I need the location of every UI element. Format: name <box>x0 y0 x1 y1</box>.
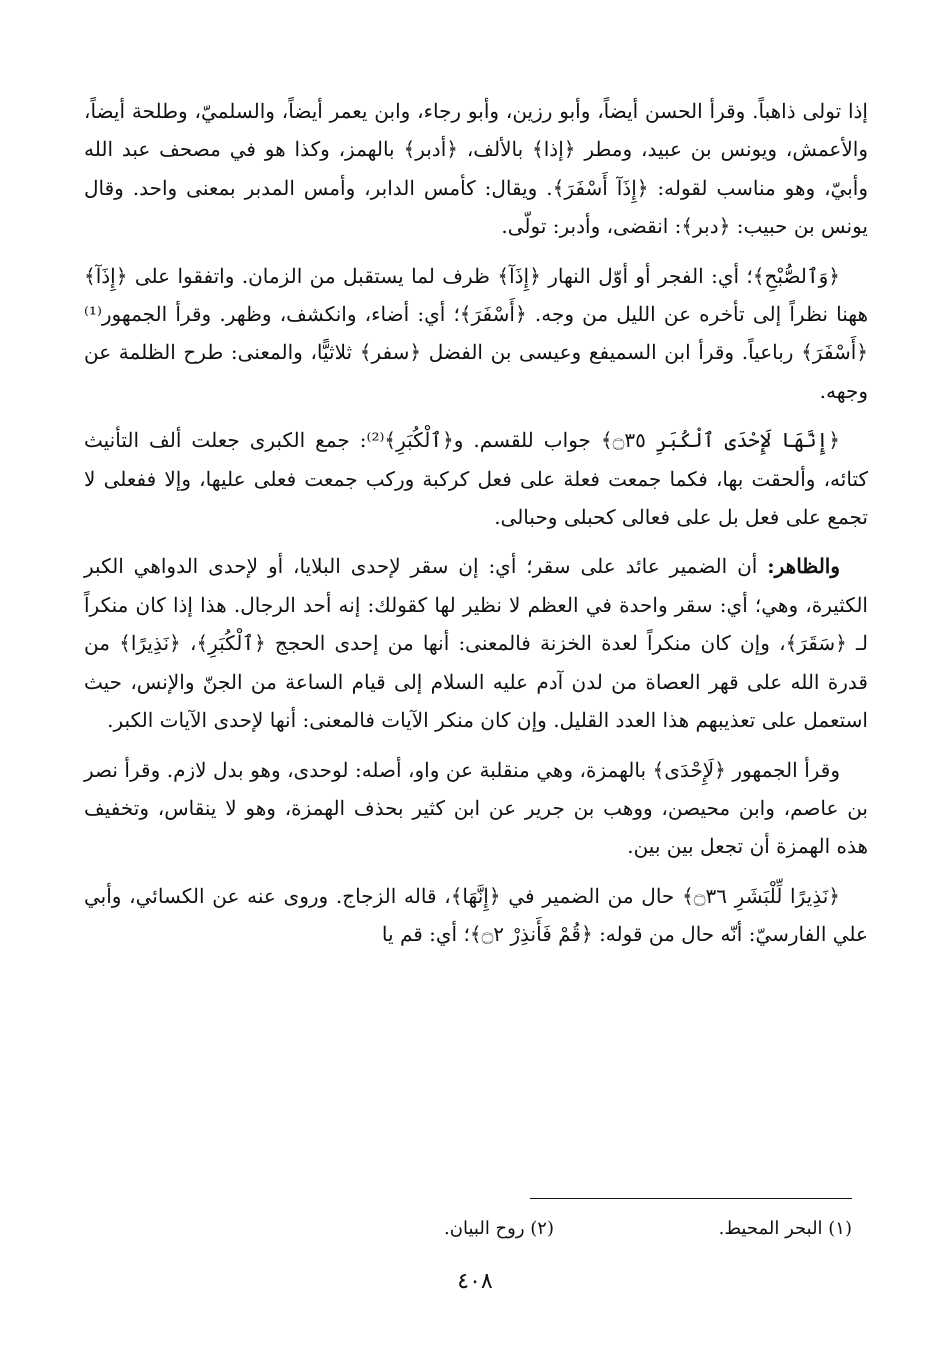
paragraph-3: ﴿إِنَّهَا لَإِحْدَى ٱلْكُبَرِ ۝٣٥﴾ جواب للقسم. و﴿ٱلْكُبَرِ﴾⁽²⁾: جمع الكبرى جعلت ألف التأنيث كتائه، وألحقت بها، فكما جمعت فعلة على فعل كركبة وركب جمعت فعلى عليها، وإلا ففعلى لا تجمع على فعل بل على فعالى كحبلى وحبالى. <box>84 428 868 530</box>
paragraph-6: ﴿نَذِيرًا لِّلْبَشَرِ ۝٣٦﴾ حال من الضمير في ﴿إِنَّهَا﴾، قاله الزجاج. وروى عنه عن الكسائي، وأبي علي الفارسيّ: أنّه حال من قوله: ﴿قُمْ فَأَنذِرْ ۝٢﴾؛ أي: قم يا <box>84 883 868 947</box>
footnote-2: (٢) روح البيان. <box>444 1218 554 1239</box>
footnotes <box>290 1212 852 1246</box>
footnote-1: (١) البحر المحيط. <box>718 1218 852 1239</box>
paragraph-2: ﴿وَٱلصُّبْحِ﴾؛ أي: الفجر أو أوّل النهار ﴿إِذَآ﴾ ظرف لما يستقبل من الزمان. واتفقوا على ﴿إِذَآ﴾ ههنا نظراً إلى تأخره عن الليل من وجه. ﴿أَسْفَرَ﴾؛ أي: أضاء، وانكشف، وظهر. وقرأ الجمهور⁽¹⁾ ﴿أَسْفَرَ﴾ رباعياً. وقرأ ابن السميفع وعيسى بن الفضل ﴿سفر﴾ ثلاثيًّا، والمعنى: طرح الظلمة عن وجهه. <box>84 263 868 403</box>
page-body <box>84 92 868 965</box>
paragraph-4 <box>84 547 868 739</box>
footnote-divider <box>530 1198 852 1199</box>
paragraph-1: إذا تولى ذاهباً. وقرأ الحسن أيضاً، وأبو رزين، وأبو رجاء، وابن يعمر أيضاً، والسلميّ، وطلحة أيضاً، والأعمش، ويونس بن عبيد، ومطر ﴿إذا﴾ بالألف، ﴿أدبر﴾ بالهمز، وكذا هو في مصحف عبد الله وأبيّ، وهو مناسب لقوله: ﴿إِذَآ أَسْفَرَ﴾. ويقال: كأمس الدابر، وأمس المدبر بمعنى واحد. وقال يونس بن حبيب: ﴿دبر﴾: انقضى، وأدبر: تولّى. <box>84 99 868 239</box>
paragraph-5: وقرأ الجمهور ﴿لَإِحْدَى﴾ بالهمزة، وهي منقلبة عن واو، أصله: لوحدى، وهو بدل لازم. وقرأ نصر بن عاصم، وابن محيصن، ووهب بن جرير عن ابن كثير بحذف الهمزة، وهو لا ينقاس، وتخفيف هذه الهمزة أن تجعل بين بين. <box>84 757 868 859</box>
paragraph-4-text: أن الضمير عائد على سقر؛ أي: إن سقر لإحدى البلايا، أو لإحدى الدواهي الكبر الكثيرة، وهي؛ أي: سقر واحدة في العظم لا نظير لها كقولك: إنه أحد الرجال. هذا إذا كان منكراً لـ ﴿سَقَرَ﴾، وإن كان منكراً لعدة الخزنة فالمعنى: أنها من إحدى الحجج ﴿ٱلْكُبَرِ﴾، ﴿نَذِيرًا﴾ من قدرة الله على قهر العصاة من لدن آدم عليه السلام إلى قيام الساعة من الجنّ والإنس، حيث استعمل على تعذيبهم هذا العدد القليل. وإن كان منكر الآيات فالمعنى: أنها لإحدى الآيات الكبر. <box>84 554 868 733</box>
page-number: ٤٠٨ <box>457 1269 493 1294</box>
bold-lead: والظاهر: <box>767 554 841 579</box>
